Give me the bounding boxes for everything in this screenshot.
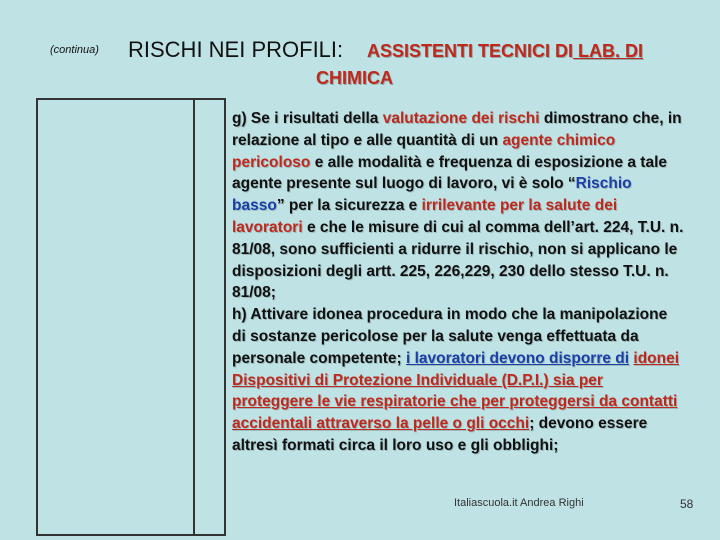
highlight-risk-assessment: valutazione dei rischi [382, 110, 540, 127]
highlight-dangerous-agent: agente chimico pericoloso [232, 131, 616, 171]
text-run: dimostrano che, in relazione al tipo e alle quantità di un [232, 110, 682, 149]
body-text [232, 108, 684, 457]
paragraph-g [232, 110, 683, 301]
table-column-divider [193, 100, 195, 534]
text-run: e alle modalità e frequenza di esposizione a tale agente presente sul luogo di lavoro, vi è solo “ [232, 153, 668, 193]
text-run: ” per la sicurezza e [276, 197, 422, 215]
empty-table [36, 98, 226, 536]
text-run: h) Attivare idonea procedura in modo che la manipolazione di sostanze pericolose per la salute venga effettuata da personale competente; [232, 306, 668, 367]
continua-label: (continua) [50, 44, 99, 56]
text-run: g) Se i risultati della [232, 110, 383, 127]
highlight-workers-must: i lavoratori devono disporre di [406, 349, 630, 367]
footer-credit: Italiascuola.it Andrea Righi [454, 497, 584, 509]
highlight-low-risk: Rischio basso [232, 175, 632, 215]
slide-title-accent [367, 41, 643, 62]
highlight-ppe: idonei Dispositivi di Protezione Individuale (D.P.I.) sia per proteggere le vie respiratorie che per proteggersi da contatti accidentali attraverso la pelle o gli occhi [232, 349, 680, 433]
page-number: 58 [680, 497, 694, 511]
paragraph-h [232, 306, 679, 454]
highlight-irrelevant-health: irrilevante per la salute dei lavoratori [232, 197, 618, 236]
title-accent-underlined: LAB. DI [573, 41, 644, 61]
slide-title-line2: CHIMICA [316, 68, 393, 88]
text-run: ; devono essere altresì formati circa il loro uso e gli obblighi; [232, 415, 648, 454]
slide-title: RISCHI NEI PROFILI: [128, 37, 344, 62]
slide-header [0, 0, 720, 100]
text-run: e che le misure di cui al comma dell’art. 224, T.U. n. 81/08, sono sufficienti a ridurre il rischio, non si applicano le disposizioni degli artt. 225, 226,229, 230 dello stesso T.U. n. 81/08; [232, 218, 684, 302]
title-accent-part: ASSISTENTI TECNICI DI [367, 41, 574, 61]
